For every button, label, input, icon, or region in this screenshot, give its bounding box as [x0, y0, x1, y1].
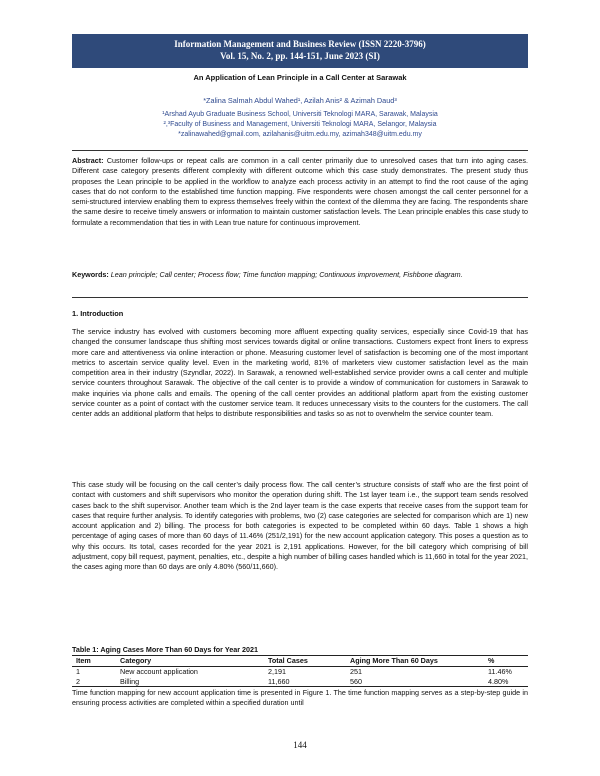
cell-total: 2,191 [268, 667, 286, 676]
journal-header-banner [72, 34, 528, 68]
section-heading-introduction: 1. Introduction [72, 309, 124, 318]
divider-top [72, 150, 528, 151]
affiliation-2: ²,³Faculty of Business and Management, Universiti Teknologi MARA, Selangor, Malaysia [163, 121, 437, 129]
cell-aging: 251 [350, 667, 362, 676]
table-header-category: Category [116, 656, 264, 667]
table-caption: Table 1: Aging Cases More Than 60 Days for Year 2021 [72, 645, 259, 654]
intro-paragraph-1: The service industry has evolved with customers becoming more affluent expecting quality services, especially since Covid-19 that has changed the consumer landscape thus shifting most services towards digital or online transactions. Customers expect front liners to express more care and attentiveness via online interaction or phone. Measuring customer level of satisfaction is becoming one of the most important metrics to ascertain service quality level. Even in the marketing world, 81% of marketers view customer satisfaction level as the main competition area in their industry (Szyndlar, 2022). In Sarawak, a renowned well-established service provider owns a call center and multiple service counters throughout Sarawak. The objective of the call center is to provide a window of communication for customers in Sarawak to make inquiries via phone calls and emails. The opening of the call center provides an additional platform apart from the existing customer service counter as a point of contact with the customer service team. It reduces unnecessary visits to the counters for the customers. The call center adds an additional platform that helps to distribute responsibilities and tasks so as not to overwhelm the service counter team. [72, 327, 528, 419]
journal-name: Information Management and Business Review (ISSN 2220-3796) [174, 39, 426, 49]
abstract [72, 156, 528, 228]
cell-aging: 560 [346, 677, 484, 687]
table-header-aging: Aging More Than 60 Days [346, 656, 484, 667]
author-list: *Zalina Salmah Abdul Wahed¹, Azilah Anis² & Azimah Daud³ [203, 96, 397, 105]
table-row [72, 667, 528, 677]
affiliations [72, 110, 528, 141]
cell-percent: 11.46% [488, 667, 512, 676]
divider-bottom [72, 297, 528, 298]
cell-category: New account application [120, 667, 198, 676]
keywords-label: Keywords: [72, 270, 109, 279]
table-header-item: Item [72, 656, 116, 667]
abstract-label: Abstract: [72, 156, 104, 165]
abstract-text: Customer follow-ups or repeat calls are common in a call center primarily due to unresolved cases that turn into aging cases. Different case category presents different complexity with different outcome which this case study demonstrates. The present study thus proposes the Lean principle to be applied in the workflow to analyze each process activity in an attempt to find the root cause of the aging cases that do not conform to the established time function mapping. Five respondents were chosen amongst the call center personnel for a semi-structured interview enabling them to express themselves freely within the context of the dilemma they are facing. The respondents share the same desire to receive timely answers or information to maintain customer satisfaction levels. The Lean principle enables this case study to formulate a recommendation that ties in with Lean true nature for continuous improvement. [72, 156, 528, 227]
intro-paragraph-3: Time function mapping for new account application time is presented in Figure 1. The time function mapping serves as a step-by-step guide in ensuring process activities are completed within a specified duration until [72, 688, 528, 708]
affiliation-1: ¹Arshad Ayub Graduate Business School, Universiti Teknologi MARA, Sarawak, Malaysia [162, 111, 438, 118]
page-number: 144 [293, 740, 307, 750]
keywords [72, 270, 528, 280]
cell-item: 1 [76, 667, 80, 676]
cell-category: Billing [116, 677, 264, 687]
intro-paragraph-2: This case study will be focusing on the call center’s daily process flow. The call center’s structure consists of staff who are the first point of contact with customers and shift supervisors who monitor the operation during shift. The 1st layer team i.e., the support team sends resolved cases back to the shift supervisor. Another team which is the 2nd layer team is the case experts that receive cases from the support team for cases that require further analysis. To identify categories with problems, two (2) case categories are selected for comparison which are 1) new account application and 2) billing. The process for both categories is expected to be completed within 60 days. Table 1 shows a high percentage of aging cases of more than 60 days of 11.46% (251/2,191) for the new account application category. This poses a question as to why this occurs. Its total, cases recorded for the year 2021 is 2,191 applications. However, for the bill category which comprising of bill adjustment, copy bill request, payment, penalties, etc., despite a high number of billing cases handled which is 11,660 in total for the year 2021, the cases aging more than 60 days are only 4.80% (560/11,660). [72, 480, 528, 572]
table-row [72, 677, 528, 687]
cell-total: 11,660 [264, 677, 346, 687]
author-emails: *zalinawahed@gmail.com, azilahanis@uitm.edu.my, azimah348@uitm.edu.my [178, 131, 422, 139]
journal-volume: Vol. 15, No. 2, pp. 144-151, June 2023 (SI) [220, 51, 380, 61]
table-header-percent: % [484, 656, 528, 667]
table-header-total: Total Cases [264, 656, 346, 667]
keywords-text: Lean principle; Call center; Process flow; Time function mapping; Continuous improvement, Fishbone diagram. [110, 270, 463, 279]
paper-title: An Application of Lean Principle in a Call Center at Sarawak [193, 73, 407, 82]
cell-percent: 4.80% [484, 677, 528, 687]
cell-item: 2 [72, 677, 116, 687]
aging-cases-table [72, 655, 528, 687]
